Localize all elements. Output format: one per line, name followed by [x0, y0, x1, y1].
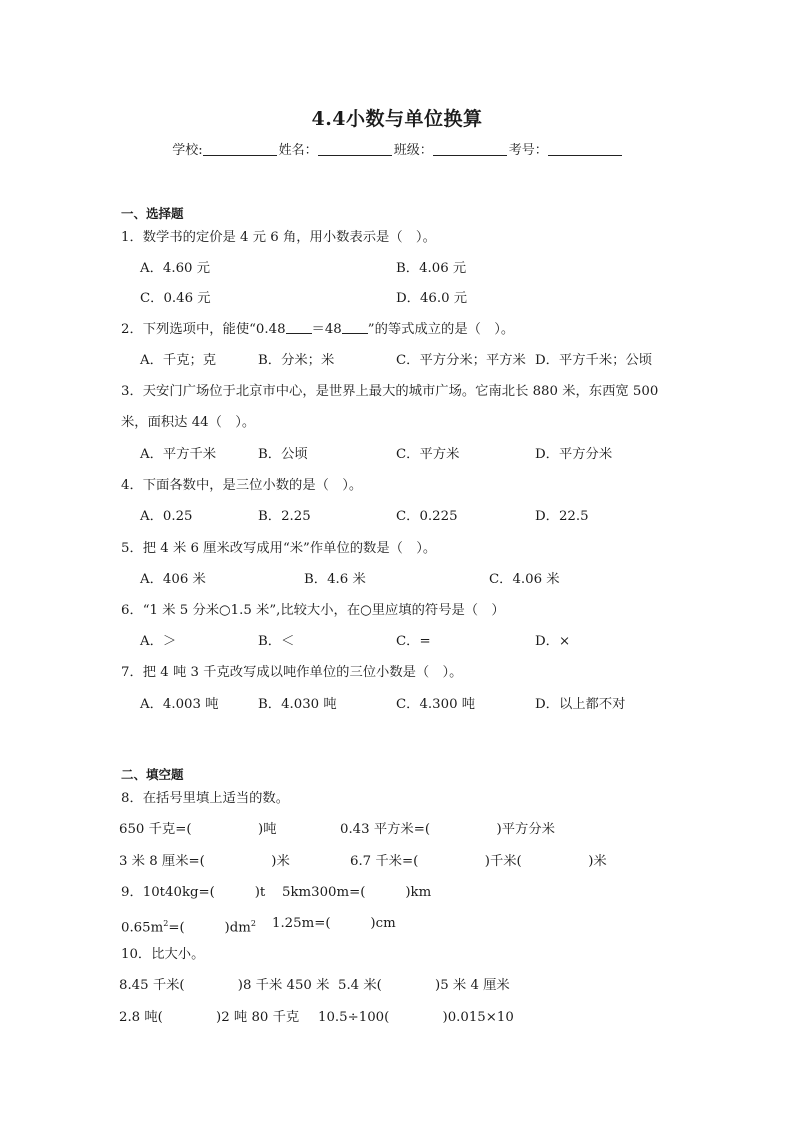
q2-stem: [121, 321, 514, 339]
q8-row2-item-a[interactable]: 3 米 8 厘米=( )米: [119, 854, 290, 869]
q4-option-a[interactable]: A．0.25: [140, 509, 193, 524]
q3-option-a[interactable]: A．平方千米: [140, 447, 217, 462]
exam-number-blank[interactable]: [548, 142, 622, 156]
q7-option-d[interactable]: D．以上都不对: [535, 697, 626, 712]
q1-option-c[interactable]: C．0.46 元: [140, 291, 211, 306]
q1-stem: 1．数学书的定价是 4 元 6 角，用小数表示是（ ）。: [121, 230, 436, 245]
section-fill-heading: 二、填空题: [121, 767, 184, 782]
q8-stem: 8．在括号里填上适当的数。: [121, 791, 290, 806]
q6-option-a[interactable]: A．＞: [140, 634, 177, 649]
q2-blank-2[interactable]: [342, 321, 368, 334]
name-blank[interactable]: [318, 142, 392, 156]
q7-option-a[interactable]: A．4.003 吨: [140, 697, 219, 712]
q9-row2-item-b[interactable]: 1.25m=( )cm: [272, 916, 396, 931]
q9-row1-item-b[interactable]: 5km300m=( )km: [282, 885, 432, 900]
school-blank[interactable]: [203, 142, 277, 156]
q10-row2-item-a[interactable]: 2.8 吨( )2 吨 80 千克: [119, 1010, 300, 1025]
q4-stem: 4．下面各数中，是三位小数的是（ ）。: [121, 478, 363, 493]
class-blank[interactable]: [433, 142, 507, 156]
class-label: 班级：: [393, 143, 433, 158]
q9-row2-item-a[interactable]: [121, 915, 256, 937]
q4-option-c[interactable]: C．0.225: [396, 509, 458, 524]
q6-option-c[interactable]: C．=: [396, 634, 431, 649]
q10-row2-item-b[interactable]: 10.5÷100( )0.015×10: [318, 1010, 514, 1025]
q2-blank-1[interactable]: [286, 321, 312, 334]
q8-row1-item-b[interactable]: 0.43 平方米=( )平方分米: [340, 822, 555, 837]
q10-row1-item-b[interactable]: 5.4 米( )5 米 4 厘米: [338, 978, 510, 993]
q10-row1-item-a[interactable]: 8.45 千米( )8 千米 450 米: [119, 978, 330, 993]
q6-stem: 6．“1 米 5 分米○1.5 米”,比较大小，在○里应填的符号是（ ）: [121, 603, 505, 618]
q2-option-a[interactable]: A．千克；克: [140, 353, 217, 368]
q1-option-a[interactable]: A．4.60 元: [140, 261, 211, 276]
q2-stem-pre: 2．下列选项中，能使“0.48: [121, 322, 286, 337]
q8-row2-item-b[interactable]: 6.7 千米=( )千米( )米: [350, 854, 607, 869]
section-choice-heading: 一、选择题: [121, 206, 184, 221]
q9-row1-item-a[interactable]: 9．10t40kg=( )t: [121, 885, 266, 900]
q7-option-b[interactable]: B．4.030 吨: [258, 697, 337, 712]
q5-option-c[interactable]: C．4.06 米: [489, 572, 560, 587]
name-label: 姓名：: [278, 143, 318, 158]
student-info-line: [0, 139, 794, 158]
q5-option-b[interactable]: B．4.6 米: [304, 572, 366, 587]
q7-option-c[interactable]: C．4.300 吨: [396, 697, 476, 712]
q3-option-b[interactable]: B．公顷: [258, 447, 308, 462]
q6-option-b[interactable]: B．＜: [258, 634, 295, 649]
q2-stem-mid: ＝48: [311, 322, 342, 337]
q1-option-d[interactable]: D．46.0 元: [396, 291, 468, 306]
q8-row1-item-a[interactable]: 650 千克=( )吨: [119, 822, 277, 837]
q9-r2a-sup2: 2: [250, 919, 256, 928]
q3-stem-line1: 3．天安门广场位于北京市中心，是世界上最大的城市广场。它南北长 880 米，东西宽 500: [121, 384, 659, 399]
q9-r2a-pre: 0.65m: [121, 920, 164, 936]
q3-option-d[interactable]: D．平方分米: [535, 447, 613, 462]
q2-option-d[interactable]: D．平方千米；公顷: [535, 353, 653, 368]
q2-option-b[interactable]: B．分米；米: [258, 353, 335, 368]
q3-option-c[interactable]: C．平方米: [396, 447, 460, 462]
q9-r2a-sup: 2: [163, 919, 169, 928]
q4-option-b[interactable]: B．2.25: [258, 509, 311, 524]
q7-stem: 7．把 4 吨 3 千克改写成以吨作单位的三位小数是（ ）。: [121, 665, 463, 680]
q5-stem: 5．把 4 米 6 厘米改写成用“米”作单位的数是（ ）。: [121, 541, 437, 556]
q10-stem: 10．比大小。: [121, 947, 205, 962]
exam-number-label: 考号：: [508, 143, 548, 158]
school-label: 学校:: [172, 143, 203, 158]
q6-option-d[interactable]: D．×: [535, 634, 571, 649]
q3-stem-line2: 米，面积达 44（ ）。: [121, 415, 256, 430]
q9-r2a-mid: =( )dm: [168, 920, 251, 936]
q5-option-a[interactable]: A．406 米: [140, 572, 206, 587]
q1-option-b[interactable]: B．4.06 元: [396, 261, 467, 276]
q4-option-d[interactable]: D．22.5: [535, 509, 589, 524]
q2-stem-post: ”的等式成立的是（ ）。: [367, 322, 515, 337]
q2-option-c[interactable]: C．平方分米；平方米: [396, 353, 526, 368]
page-title: 4.4小数与单位换算: [311, 108, 483, 130]
